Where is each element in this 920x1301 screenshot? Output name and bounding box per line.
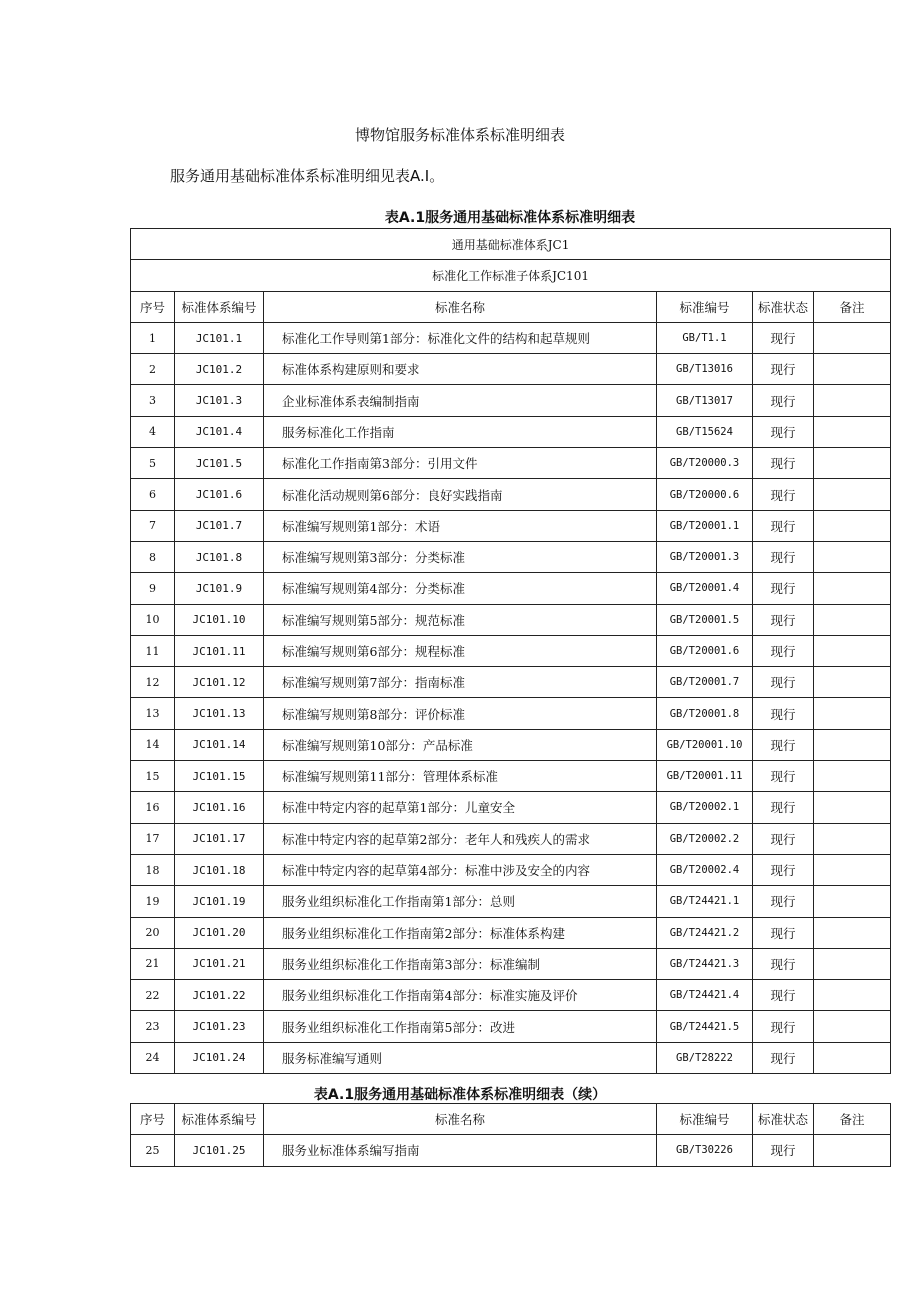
- document-title: 博物馆服务标准体系标准明细表: [354, 126, 565, 144]
- remark-cell: [814, 604, 891, 635]
- system-code: JC101.4: [175, 416, 264, 447]
- table-row: [131, 448, 891, 479]
- standard-name: 标准编写规则第11部分：管理体系标准: [264, 761, 657, 792]
- row-number: 22: [131, 980, 175, 1011]
- header-std: 标准编号: [657, 291, 753, 322]
- remark-cell: [814, 479, 891, 510]
- remark-cell: [814, 729, 891, 760]
- standard-name: 服务业组织标准化工作指南第1部分：总则: [264, 886, 657, 917]
- remark-cell: [814, 980, 891, 1011]
- standard-name: 标准编写规则第10部分：产品标准: [264, 729, 657, 760]
- standard-status: 现行: [753, 416, 814, 447]
- standard-status: 现行: [753, 667, 814, 698]
- table2-caption: 表A.1服务通用基础标准体系标准明细表（续）: [313, 1087, 607, 1103]
- header-code: 标准体系编号: [175, 1104, 264, 1135]
- row-number: 1: [131, 322, 175, 353]
- standard-number: GB/T20001.3: [657, 541, 753, 572]
- header-std: 标准编号: [657, 1104, 753, 1135]
- table-row: [131, 792, 891, 823]
- row-number: 11: [131, 635, 175, 666]
- remark-cell: [814, 354, 891, 385]
- remark-cell: [814, 385, 891, 416]
- standard-name: 服务标准化工作指南: [264, 416, 657, 447]
- row-number: 19: [131, 886, 175, 917]
- standard-status: 现行: [753, 948, 814, 979]
- remark-cell: [814, 510, 891, 541]
- header-remark: 备注: [814, 1104, 891, 1135]
- table-row: [131, 385, 891, 416]
- remark-cell: [814, 854, 891, 885]
- remark-cell: [814, 667, 891, 698]
- standard-name: 标准编写规则第5部分：规范标准: [264, 604, 657, 635]
- remark-cell: [814, 635, 891, 666]
- system-code: JC101.24: [175, 1042, 264, 1073]
- system-code: JC101.21: [175, 948, 264, 979]
- table-row: [131, 886, 891, 917]
- system-code: JC101.13: [175, 698, 264, 729]
- standard-name: 服务标准编写通则: [264, 1042, 657, 1073]
- standard-name: 服务业组织标准化工作指南第5部分：改进: [264, 1011, 657, 1042]
- standard-status: 现行: [753, 854, 814, 885]
- standard-number: GB/T20001.10: [657, 729, 753, 760]
- standard-status: 现行: [753, 479, 814, 510]
- row-number: 12: [131, 667, 175, 698]
- header-status: 标准状态: [753, 1104, 814, 1135]
- table-row: [131, 667, 891, 698]
- row-number: 13: [131, 698, 175, 729]
- header-no: 序号: [131, 291, 175, 322]
- row-number: 3: [131, 385, 175, 416]
- remark-cell: [814, 573, 891, 604]
- system-code: JC101.1: [175, 322, 264, 353]
- row-number: 8: [131, 541, 175, 572]
- remark-cell: [814, 322, 891, 353]
- system-code: JC101.3: [175, 385, 264, 416]
- row-number: 21: [131, 948, 175, 979]
- table-row: [131, 573, 891, 604]
- standard-number: GB/T20001.7: [657, 667, 753, 698]
- standard-number: GB/T24421.1: [657, 886, 753, 917]
- standard-number: GB/T20002.4: [657, 854, 753, 885]
- system-code: JC101.15: [175, 761, 264, 792]
- table-row: [131, 604, 891, 635]
- subsystem-row: [131, 260, 891, 291]
- remark-cell: [814, 1042, 891, 1073]
- system-code: JC101.16: [175, 792, 264, 823]
- standards-table-continued: [130, 1103, 891, 1167]
- standard-status: 现行: [753, 541, 814, 572]
- standard-number: GB/T1.1: [657, 322, 753, 353]
- standard-status: 现行: [753, 761, 814, 792]
- table-row: [131, 1011, 891, 1042]
- row-number: 17: [131, 823, 175, 854]
- standard-name: 标准编写规则第7部分：指南标准: [264, 667, 657, 698]
- table-row: [131, 917, 891, 948]
- remark-cell: [814, 792, 891, 823]
- row-number: 2: [131, 354, 175, 385]
- standard-name: 标准中特定内容的起草第4部分：标准中涉及安全的内容: [264, 854, 657, 885]
- row-number: 6: [131, 479, 175, 510]
- system-code: JC101.20: [175, 917, 264, 948]
- standard-status: 现行: [753, 823, 814, 854]
- header-row: [131, 1104, 891, 1135]
- standard-number: GB/T20001.8: [657, 698, 753, 729]
- table-row: [131, 980, 891, 1011]
- standard-status: 现行: [753, 604, 814, 635]
- table-row: [131, 541, 891, 572]
- table-row: [131, 854, 891, 885]
- row-number: 5: [131, 448, 175, 479]
- table-row: [131, 479, 891, 510]
- system-row: [131, 229, 891, 260]
- remark-cell: [814, 886, 891, 917]
- standard-number: GB/T20001.5: [657, 604, 753, 635]
- row-number: 15: [131, 761, 175, 792]
- subsystem-label: 标准化工作标准子体系JC101: [131, 260, 891, 291]
- row-number: 14: [131, 729, 175, 760]
- standard-number: GB/T24421.2: [657, 917, 753, 948]
- system-code: JC101.19: [175, 886, 264, 917]
- system-code: JC101.17: [175, 823, 264, 854]
- standard-number: GB/T20001.6: [657, 635, 753, 666]
- table-row: [131, 1042, 891, 1073]
- standard-status: 现行: [753, 1042, 814, 1073]
- system-code: JC101.6: [175, 479, 264, 510]
- standard-number: GB/T24421.5: [657, 1011, 753, 1042]
- system-code: JC101.5: [175, 448, 264, 479]
- standard-number: GB/T20002.1: [657, 792, 753, 823]
- row-number: 18: [131, 854, 175, 885]
- standards-table: [130, 228, 891, 1074]
- remark-cell: [814, 948, 891, 979]
- standard-status: 现行: [753, 917, 814, 948]
- system-code: JC101.23: [175, 1011, 264, 1042]
- remark-cell: [814, 761, 891, 792]
- standard-number: GB/T13017: [657, 385, 753, 416]
- standard-name: 服务业组织标准化工作指南第4部分：标准实施及评价: [264, 980, 657, 1011]
- header-remark: 备注: [814, 291, 891, 322]
- standard-status: 现行: [753, 448, 814, 479]
- remark-cell: [814, 448, 891, 479]
- standard-name: 标准体系构建原则和要求: [264, 354, 657, 385]
- standard-name: 标准中特定内容的起草第1部分：儿童安全: [264, 792, 657, 823]
- standard-number: GB/T13016: [657, 354, 753, 385]
- standard-name: 标准编写规则第8部分：评价标准: [264, 698, 657, 729]
- standard-status: 现行: [753, 792, 814, 823]
- remark-cell: [814, 1011, 891, 1042]
- table-row: [131, 761, 891, 792]
- remark-cell: [814, 541, 891, 572]
- row-number: 4: [131, 416, 175, 447]
- table-row: [131, 1135, 891, 1166]
- standard-name: 标准化活动规则第6部分：良好实践指南: [264, 479, 657, 510]
- standard-status: 现行: [753, 510, 814, 541]
- row-number: 25: [131, 1135, 175, 1166]
- row-number: 23: [131, 1011, 175, 1042]
- system-label: 通用基础标准体系JC1: [131, 229, 891, 260]
- standard-name: 标准中特定内容的起草第2部分：老年人和残疾人的需求: [264, 823, 657, 854]
- row-number: 24: [131, 1042, 175, 1073]
- table-row: [131, 698, 891, 729]
- standard-status: 现行: [753, 322, 814, 353]
- system-code: JC101.10: [175, 604, 264, 635]
- standard-number: GB/T15624: [657, 416, 753, 447]
- standard-status: 现行: [753, 573, 814, 604]
- system-code: JC101.2: [175, 354, 264, 385]
- table-row: [131, 416, 891, 447]
- header-name: 标准名称: [264, 291, 657, 322]
- standard-status: 现行: [753, 635, 814, 666]
- standard-number: GB/T20000.3: [657, 448, 753, 479]
- system-code: JC101.7: [175, 510, 264, 541]
- system-code: JC101.11: [175, 635, 264, 666]
- remark-cell: [814, 1135, 891, 1166]
- standard-number: GB/T20001.11: [657, 761, 753, 792]
- table1-caption: 表A.1服务通用基础标准体系标准明细表: [384, 210, 636, 226]
- standard-status: 现行: [753, 354, 814, 385]
- standard-number: GB/T24421.4: [657, 980, 753, 1011]
- header-code: 标准体系编号: [175, 291, 264, 322]
- row-number: 10: [131, 604, 175, 635]
- standard-name: 标准编写规则第4部分：分类标准: [264, 573, 657, 604]
- standard-name: 服务业组织标准化工作指南第2部分：标准体系构建: [264, 917, 657, 948]
- standard-name: 标准化工作导则第1部分：标准化文件的结构和起草规则: [264, 322, 657, 353]
- row-number: 16: [131, 792, 175, 823]
- standard-name: 企业标准体系表编制指南: [264, 385, 657, 416]
- standard-number: GB/T20001.1: [657, 510, 753, 541]
- system-code: JC101.12: [175, 667, 264, 698]
- standard-status: 现行: [753, 385, 814, 416]
- header-no: 序号: [131, 1104, 175, 1135]
- table-row: [131, 823, 891, 854]
- header-name: 标准名称: [264, 1104, 657, 1135]
- remark-cell: [814, 416, 891, 447]
- remark-cell: [814, 823, 891, 854]
- remark-cell: [814, 917, 891, 948]
- standard-number: GB/T28222: [657, 1042, 753, 1073]
- row-number: 9: [131, 573, 175, 604]
- system-code: JC101.8: [175, 541, 264, 572]
- row-number: 7: [131, 510, 175, 541]
- table2-body: [131, 1135, 891, 1166]
- intro-paragraph: 服务通用基础标准体系标准明细见表A.I。: [170, 167, 445, 185]
- standard-name: 标准化工作指南第3部分：引用文件: [264, 448, 657, 479]
- standard-number: GB/T20000.6: [657, 479, 753, 510]
- system-code: JC101.22: [175, 980, 264, 1011]
- standard-status: 现行: [753, 698, 814, 729]
- standard-status: 现行: [753, 886, 814, 917]
- standard-name: 标准编写规则第1部分：术语: [264, 510, 657, 541]
- standard-number: GB/T24421.3: [657, 948, 753, 979]
- standard-name: 标准编写规则第6部分：规程标准: [264, 635, 657, 666]
- standard-status: 现行: [753, 1011, 814, 1042]
- header-status: 标准状态: [753, 291, 814, 322]
- system-code: JC101.14: [175, 729, 264, 760]
- system-code: JC101.18: [175, 854, 264, 885]
- header-row: [131, 291, 891, 322]
- row-number: 20: [131, 917, 175, 948]
- remark-cell: [814, 698, 891, 729]
- table-row: [131, 510, 891, 541]
- standard-number: GB/T20002.2: [657, 823, 753, 854]
- table-row: [131, 948, 891, 979]
- table1-body: [131, 322, 891, 1073]
- standard-number: GB/T30226: [657, 1135, 753, 1166]
- table-row: [131, 354, 891, 385]
- system-code: JC101.9: [175, 573, 264, 604]
- table-row: [131, 635, 891, 666]
- standard-name: 服务业标准体系编写指南: [264, 1135, 657, 1166]
- table-row: [131, 322, 891, 353]
- standard-name: 标准编写规则第3部分：分类标准: [264, 541, 657, 572]
- standard-status: 现行: [753, 729, 814, 760]
- standard-status: 现行: [753, 980, 814, 1011]
- table-row: [131, 729, 891, 760]
- standard-status: 现行: [753, 1135, 814, 1166]
- standard-number: GB/T20001.4: [657, 573, 753, 604]
- standard-name: 服务业组织标准化工作指南第3部分：标准编制: [264, 948, 657, 979]
- system-code: JC101.25: [175, 1135, 264, 1166]
